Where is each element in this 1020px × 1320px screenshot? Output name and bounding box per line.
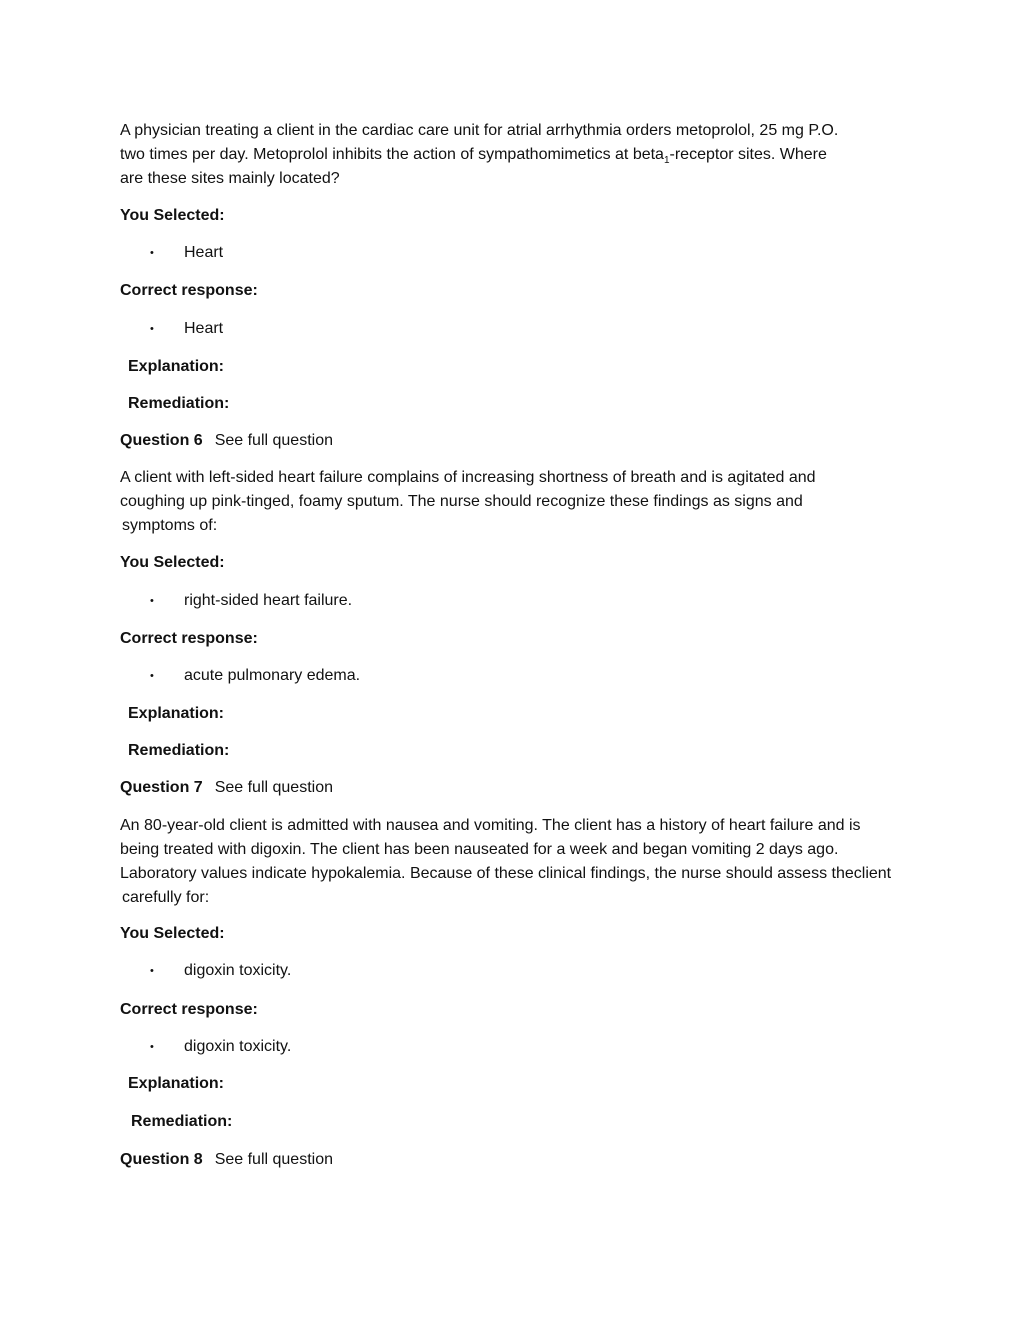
see-full-question-link[interactable]: See full question bbox=[214, 432, 333, 449]
bullet-icon: • bbox=[150, 595, 154, 607]
remediation-label: Remediation: bbox=[128, 395, 230, 412]
see-full-question-link[interactable]: See full question bbox=[214, 779, 333, 796]
correct-answer-item bbox=[120, 319, 920, 339]
question-5-line-1: A physician treating a client in the cardiac care unit for atrial arrhythmia orders metoprolol, 25 mg P.O. bbox=[120, 122, 839, 139]
correct-answer: digoxin toxicity. bbox=[184, 1038, 292, 1055]
question-6-line-2: coughing up pink-tinged, foamy sputum. The nurse should recognize these findings as signs and bbox=[120, 493, 803, 510]
correct-answer: Heart bbox=[184, 320, 224, 337]
correct-response-label: Correct response: bbox=[120, 1001, 258, 1018]
question-7-line-4: carefully for: bbox=[122, 889, 210, 906]
question-6-number: Question 6 bbox=[120, 432, 203, 449]
you-selected-answer-item bbox=[120, 961, 920, 981]
question-8-header bbox=[120, 1150, 920, 1170]
correct-response-label: Correct response: bbox=[120, 282, 258, 299]
question-5-line-2a: two times per day. Metoprolol inhibits the action of sympathomimetics at beta bbox=[120, 146, 664, 163]
explanation-label: Explanation: bbox=[128, 1075, 225, 1092]
correct-answer-item bbox=[120, 1037, 920, 1057]
question-7-text bbox=[120, 814, 940, 910]
question-8-number: Question 8 bbox=[120, 1151, 203, 1168]
question-5-line-2 bbox=[120, 143, 920, 167]
you-selected-label: You Selected: bbox=[120, 925, 225, 942]
correct-answer-item bbox=[120, 666, 920, 686]
question-6-line-1: A client with left-sided heart failure complains of increasing shortness of breath and is agitated and bbox=[120, 469, 816, 486]
you-selected-label: You Selected: bbox=[120, 554, 225, 571]
question-5-line-3: are these sites mainly located? bbox=[120, 170, 340, 187]
you-selected-answer: Heart bbox=[184, 244, 224, 261]
question-7-line-3: Laboratory values indicate hypokalemia. Because of these clinical findings, the nurse should assess theclient bbox=[120, 865, 892, 882]
correct-answer: acute pulmonary edema. bbox=[184, 667, 361, 684]
question-5-line-2b: -receptor sites. Where bbox=[669, 146, 827, 163]
remediation-label: Remediation: bbox=[128, 742, 230, 759]
subscript-1: 1 bbox=[663, 155, 670, 167]
you-selected-answer: digoxin toxicity. bbox=[184, 962, 292, 979]
explanation-label: Explanation: bbox=[128, 358, 225, 375]
question-7-line-1: An 80-year-old client is admitted with nausea and vomiting. The client has a history of heart failure and is bbox=[120, 817, 861, 834]
bullet-icon: • bbox=[150, 670, 154, 682]
question-6-line-3: symptoms of: bbox=[122, 517, 218, 534]
you-selected-label: You Selected: bbox=[120, 207, 225, 224]
question-6-header bbox=[120, 431, 920, 451]
bullet-icon: • bbox=[150, 965, 154, 977]
bullet-icon: • bbox=[150, 323, 154, 335]
correct-response-label: Correct response: bbox=[120, 630, 258, 647]
question-6-text bbox=[120, 466, 920, 538]
explanation-label: Explanation: bbox=[128, 705, 225, 722]
remediation-label: Remediation: bbox=[131, 1113, 233, 1130]
question-7-number: Question 7 bbox=[120, 779, 203, 796]
question-7-header bbox=[120, 778, 920, 798]
see-full-question-link[interactable]: See full question bbox=[214, 1151, 333, 1168]
you-selected-answer: right-sided heart failure. bbox=[184, 592, 353, 609]
you-selected-answer-item bbox=[120, 243, 920, 263]
question-5-text bbox=[120, 119, 920, 191]
bullet-icon: • bbox=[150, 1041, 154, 1053]
question-7-line-2: being treated with digoxin. The client has been nauseated for a week and began vomiting 2 days ago. bbox=[120, 841, 839, 858]
bullet-icon: • bbox=[150, 247, 154, 259]
you-selected-answer-item bbox=[120, 591, 920, 611]
